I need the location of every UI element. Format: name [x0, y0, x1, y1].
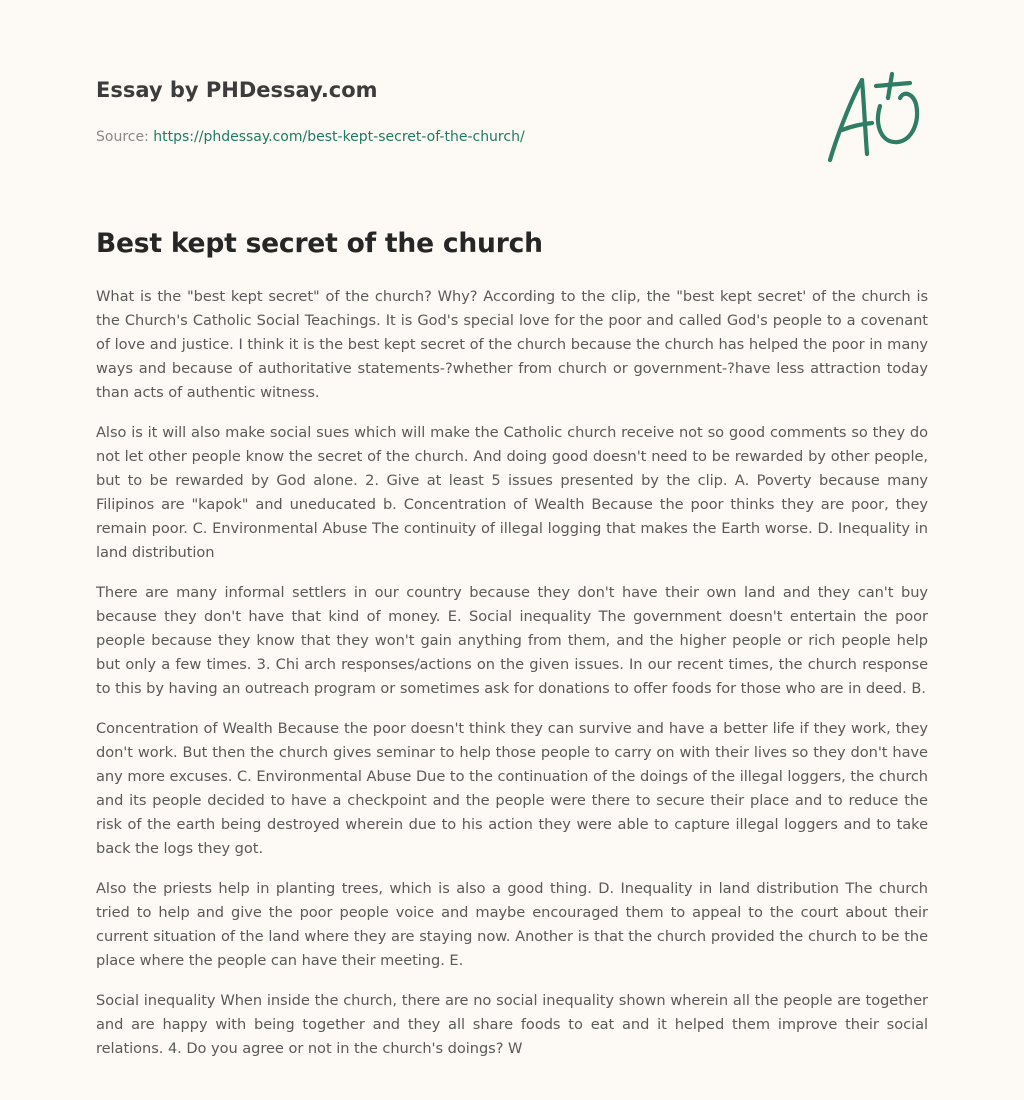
- essay-paragraph: What is the "best kept secret" of the church? Why? According to the clip, the "best kept secret' of the church is the Church's Catholic Social Teachings. It is God's special love for the poor and called God's people to a covenant of love and justice. I think it is the best kept secret of the church because the church has helped the poor in many ways and because of authoritative statements-?whether from church or government-?have less attraction today than acts of authentic witness.: [96, 288, 928, 401]
- site-brand: Essay by PHDessay.com: [96, 78, 378, 102]
- essay-header: [96, 76, 796, 147]
- source-line: [96, 127, 796, 147]
- essay-paragraph: Concentration of Wealth Because the poor doesn't think they can survive and have a better life if they work, they don't work. But then the church gives seminar to help those people to carry on with their lives so they don't have any more excuses. C. Environmental Abuse Due to the continuation of the doings of the illegal loggers, the church and its people decided to have a checkpoint and the people were there to secure their place and to reduce the risk of the earth being destroyed wherein due to his action they were able to capture illegal loggers and to take back the logs they got.: [96, 720, 928, 857]
- source-label: Source:: [96, 129, 154, 145]
- essay-paragraph: Social inequality When inside the church, there are no social inequality shown wherein all the people are together and are happy with being together and they all share foods to eat and it helped them improve their social relations. 4. Do you agree or not in the church's doings? W: [96, 992, 928, 1057]
- essay-paragraph: Also is it will also make social sues which will make the Catholic church receive not so good comments so they do not let other people know the secret of the church. And doing good doesn't need to be rewarded by other people, but to be rewarded by God alone. 2. Give at least 5 issues presented by the clip. A. Poverty because many Filipinos are "kapok" and uneducated b. Concentration of Wealth Because the poor thinks they are poor, they remain poor. C. Environmental Abuse The continuity of illegal logging that makes the Earth worse. D. Inequality in land distribution: [96, 424, 928, 561]
- essay-paragraph: There are many informal settlers in our country because they don't have their own land and they can't buy because they don't have that kind of money. E. Social inequality The government doesn't entertain the poor people because they know that they won't gain anything from them, and the higher people or rich people help but only a few times. 3. Chi arch responses/actions on the given issues. In our recent times, the church response to this by having an outreach program or sometimes ask for donations to offer foods for those who are in deed. B.: [96, 584, 928, 697]
- a-plus-logo-icon: [820, 68, 930, 168]
- essay-body: [96, 285, 928, 1077]
- essay-paragraph: Also the priests help in planting trees, which is also a good thing. D. Inequality in land distribution The church tried to help and give the poor people voice and maybe encouraged them to appeal to the court about their current situation of the land where they are staying now. Another is that the church provided the church to be the place where the people can have their meeting. E.: [96, 880, 928, 969]
- source-link[interactable]: https://phdessay.com/best-kept-secret-of-the-church/: [153, 129, 525, 145]
- essay-title: Best kept secret of the church: [96, 228, 543, 259]
